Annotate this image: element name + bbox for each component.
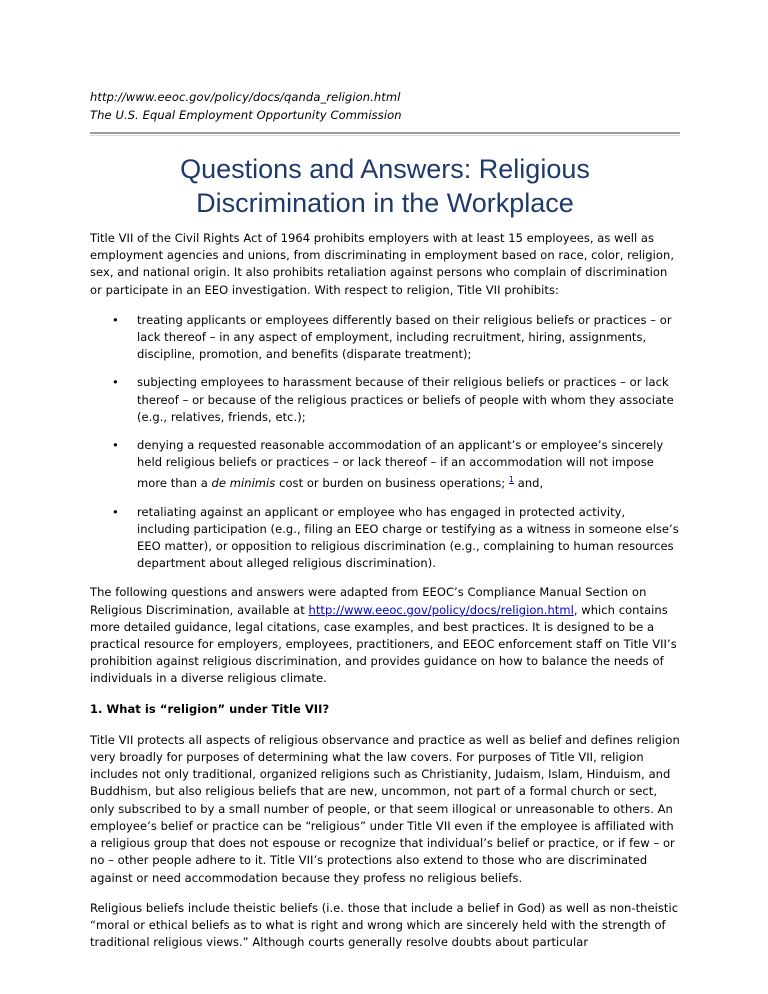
- header-divider: [90, 132, 680, 136]
- text-run: and,: [514, 476, 544, 491]
- source-header: [90, 88, 680, 124]
- prohibitions-list: [90, 312, 680, 573]
- list-item-text: [137, 438, 663, 490]
- list-item-text: treating applicants or employees differently based on their religious beliefs or practices – or lack thereof – in any aspect of employment, including recruitment, hiring, assignments, discipline, promotion, and benefits (disparate treatment);: [137, 312, 672, 362]
- bullet-icon: •: [112, 375, 119, 390]
- bullet-icon: •: [112, 312, 119, 327]
- question-1-heading: 1. What is “religion” under Title VII?: [90, 701, 330, 716]
- question-1-paragraph-1: Title VII protects all aspects of religious observance and practice as well as belief and defines religion very broadly for purposes of determining what the law covers. For purposes of Title VII, religion includes not only traditional, organized religions such as Christianity, Judaism, Islam, Hinduism, and Buddhism, but also religious beliefs that are new, uncommon, not part of a formal church or sect, only subscribed to by a small number of people, or that seem illogical or unreasonable to others. An employee’s belief or practice can be “religious” under Title VII even if the employee is affiliated with a religious group that does not espouse or recognize that individual’s belief or practice, or if few – or no – other people adhere to it. Title VII’s protections also extend to those who are discriminated against or need accommodation because they profess no religious beliefs.: [90, 732, 680, 885]
- page-title: [90, 152, 680, 220]
- footnote-link[interactable]: 1: [508, 475, 515, 485]
- italic-term: de minimis: [211, 476, 276, 491]
- text-run: denying a requested reasonable accommodation of an applicant’s or employee’s sincerely held religious beliefs or practices – or lack thereof – if an accommodation will not impose more than a: [137, 438, 664, 491]
- list-item: [112, 374, 680, 426]
- title-line-1: Questions and Answers: Religious: [180, 154, 590, 184]
- title-line-2: Discrimination in the Workplace: [196, 188, 574, 218]
- list-item: [112, 504, 680, 573]
- text-run: , which contains more detailed guidance, legal citations, case examples, and best practices. It is designed to be a practical resource for employers, employees, practitioners, and EEOC enforcement staff on Title VII’s prohibition against religious discrimination, and provides guidance on how to balance the needs of individuals in a diverse religious climate.: [90, 602, 677, 686]
- religion-guidance-link[interactable]: http://www.eeoc.gov/policy/docs/religion.html: [308, 602, 574, 617]
- text-run: cost or burden on business operations;: [275, 476, 506, 491]
- question-1-paragraph-2: Religious beliefs include theistic beliefs (i.e. those that include a belief in God) as well as non-theistic “moral or ethical beliefs as to what is right and wrong which are sincerely held with the strength of traditional religious views.” Although courts generally resolve doubts about particular: [90, 900, 679, 950]
- list-item: [112, 312, 680, 364]
- bullet-icon: •: [112, 438, 119, 453]
- text-run: The following questions and answers were adapted from EEOC’s Compliance Manual Section on Religious Discrimination, available at: [90, 585, 647, 617]
- bullet-icon: •: [112, 504, 119, 519]
- source-agency: The U.S. Equal Employment Opportunity Commission: [90, 108, 402, 122]
- source-url: http://www.eeoc.gov/policy/docs/qanda_religion.html: [90, 90, 401, 104]
- list-item-text: subjecting employees to harassment because of their religious beliefs or practices – or lack thereof – or because of the religious practices or beliefs of people with whom they associate (e.g., relatives, friends, etc.);: [137, 375, 674, 424]
- list-item: [112, 437, 680, 493]
- list-item-text: retaliating against an applicant or employee who has engaged in protected activity, including participation (e.g., filing an EEO charge or testifying as a witness in someone else’s EEO matter), or opposition to religious discrimination (e.g., complaining to human resources department about alleged religious discrimination).: [137, 504, 679, 571]
- intro-paragraph: Title VII of the Civil Rights Act of 1964 prohibits employers with at least 15 employees, as well as employment agencies and unions, from discriminating in employment based on race, color, religion, sex, and national origin. It also prohibits retaliation against persons who complain of discrimination or participate in an EEO investigation. With respect to religion, Title VII prohibits:: [90, 231, 675, 297]
- adapted-paragraph: [90, 584, 680, 687]
